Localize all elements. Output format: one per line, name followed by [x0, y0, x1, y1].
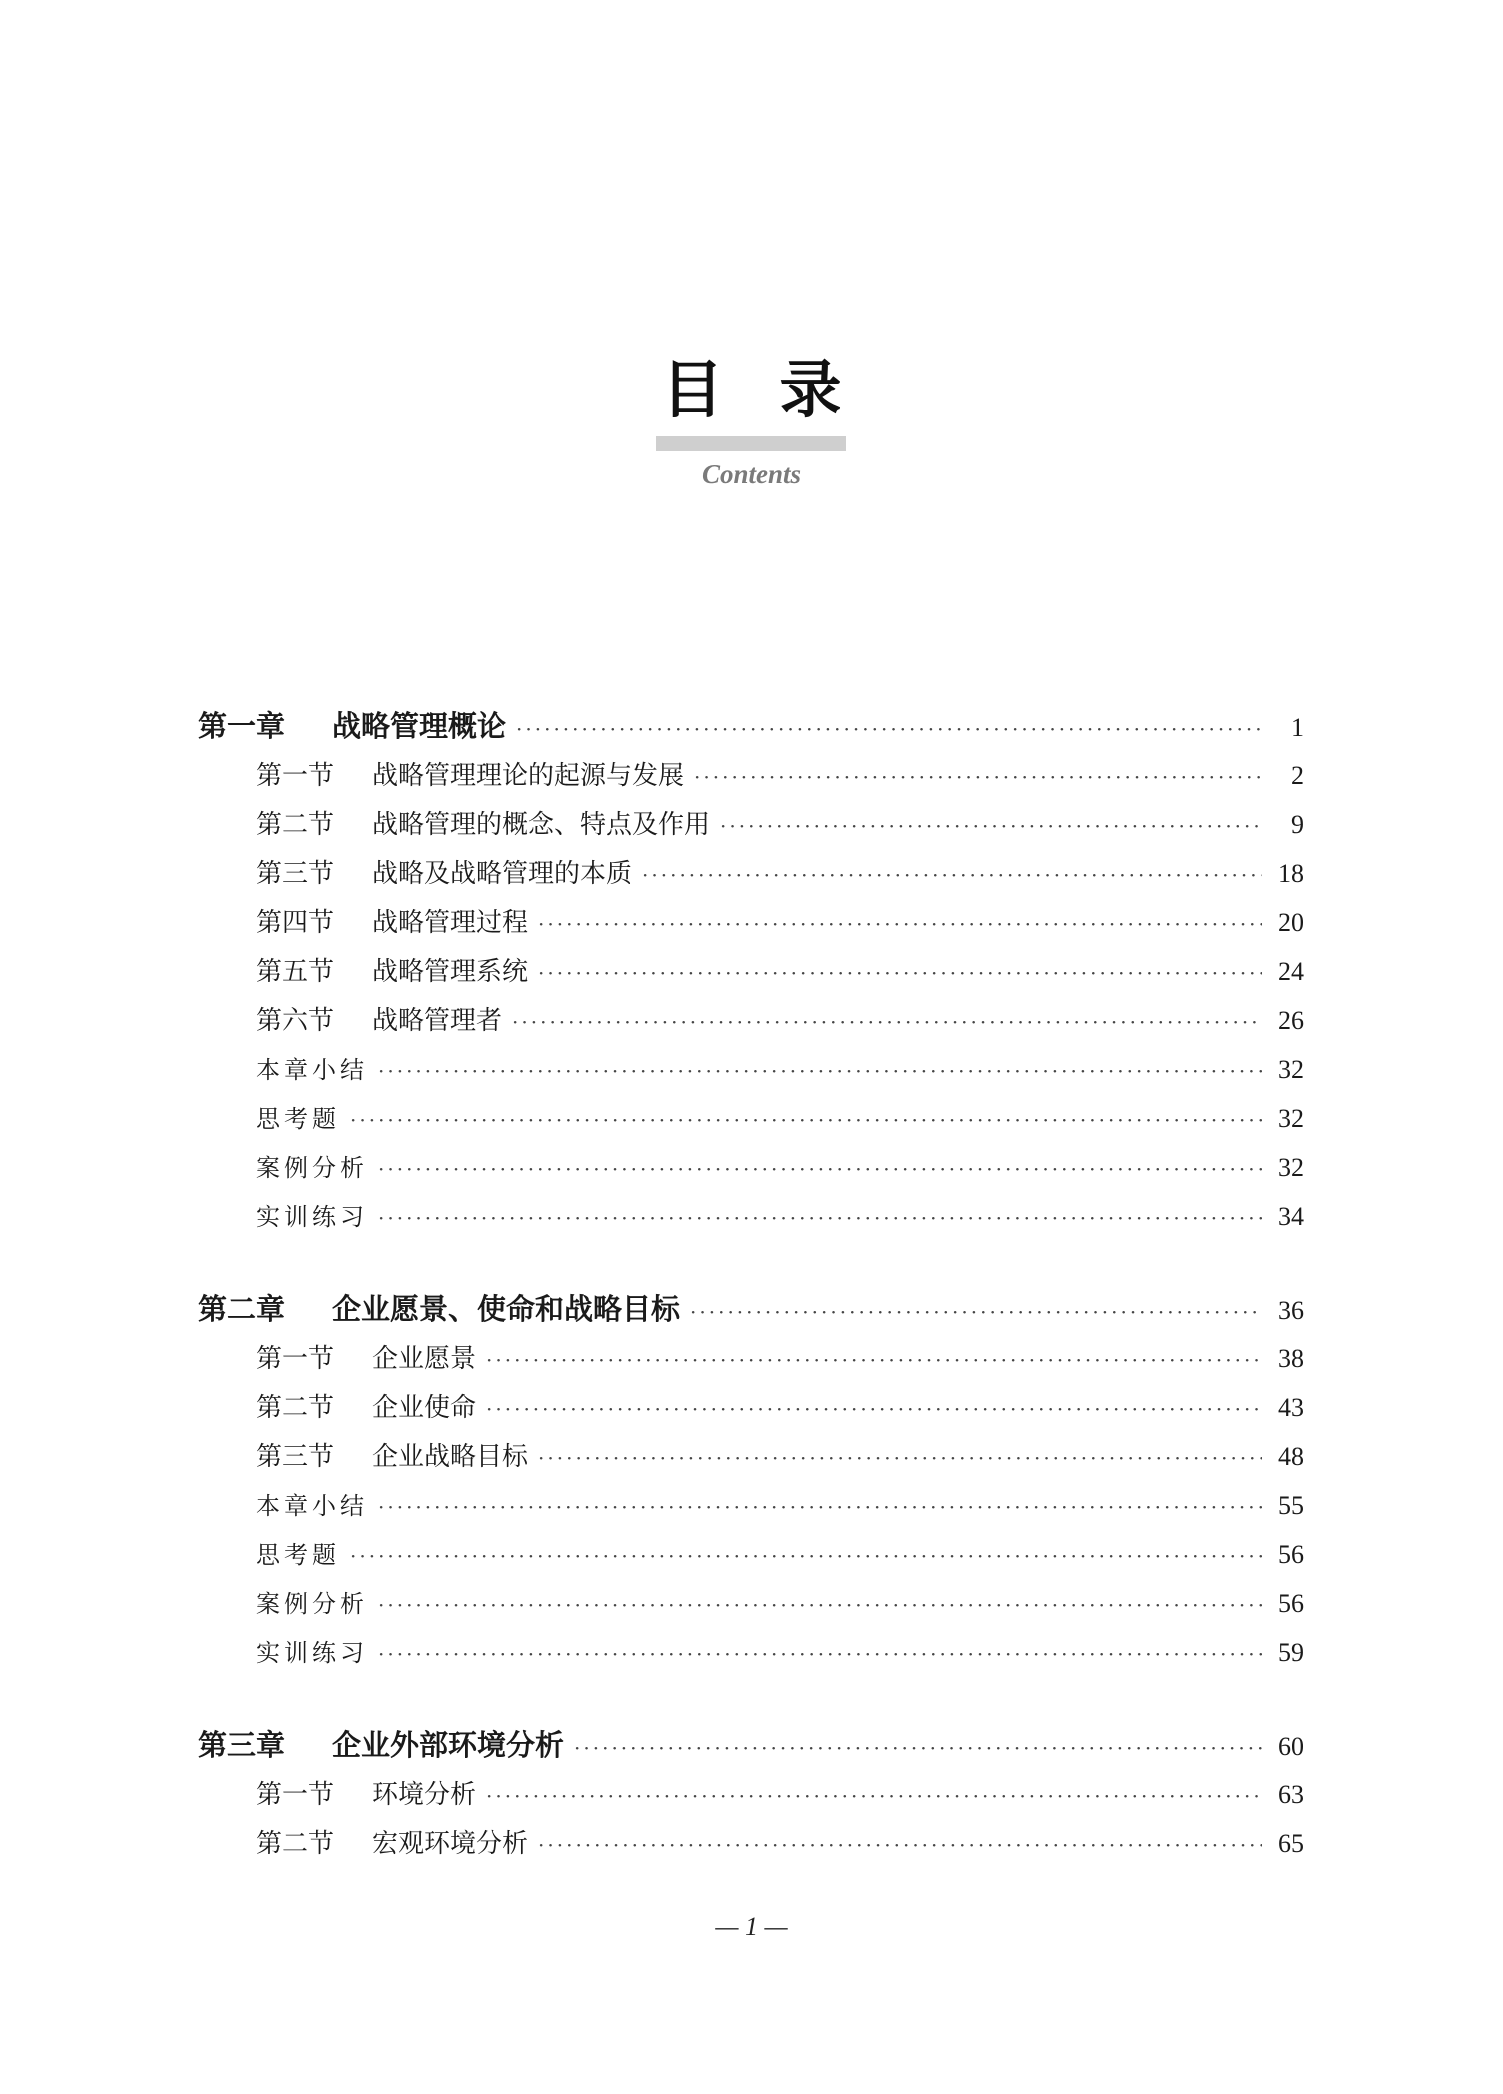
chapter-number: 第一章	[198, 709, 286, 743]
toc-extra[interactable]	[198, 1143, 1304, 1192]
page-number: 24	[1278, 957, 1304, 986]
extra-title: 案例分析	[256, 1154, 368, 1182]
page-number: 60	[1278, 1732, 1304, 1761]
page-number: 32	[1278, 1104, 1304, 1133]
section-title: 战略及战略管理的本质	[372, 859, 633, 889]
page-number: 26	[1278, 1006, 1304, 1035]
section-title: 宏观环境分析	[372, 1829, 529, 1859]
toc-chapter-1[interactable]	[198, 702, 1304, 751]
page-number: 34	[1278, 1202, 1304, 1231]
dot-leader	[538, 949, 1262, 998]
toc-section[interactable]	[198, 849, 1304, 898]
section-title: 企业愿景	[372, 1344, 477, 1374]
page-number: 36	[1278, 1296, 1304, 1325]
section-number: 第一节	[256, 1344, 335, 1374]
dot-leader	[486, 1336, 1262, 1385]
page-number: 32	[1278, 1153, 1304, 1182]
toc-section[interactable]	[198, 996, 1304, 1045]
section-number: 第一节	[256, 1780, 335, 1810]
toc-extra[interactable]	[198, 1094, 1304, 1143]
section-title: 企业战略目标	[372, 1442, 529, 1472]
dot-leader	[378, 1145, 1262, 1194]
page-number: 56	[1278, 1540, 1304, 1569]
toc-section[interactable]	[198, 1432, 1304, 1481]
dot-leader	[350, 1096, 1262, 1145]
section-number: 第六节	[256, 1006, 335, 1036]
toc-chapter-3[interactable]	[198, 1721, 1304, 1770]
page-number: 20	[1278, 908, 1304, 937]
toc-section[interactable]	[198, 1819, 1304, 1868]
section-number: 第三节	[256, 1442, 335, 1472]
dot-leader	[350, 1532, 1262, 1581]
dot-leader	[538, 1434, 1262, 1483]
extra-title: 思考题	[256, 1541, 340, 1569]
page-number: 18	[1278, 859, 1304, 888]
chapter-number: 第二章	[198, 1292, 286, 1326]
toc-section[interactable]	[198, 947, 1304, 996]
section-title: 战略管理理论的起源与发展	[372, 761, 685, 791]
chapter-title: 战略管理概论	[332, 709, 507, 743]
section-number: 第二节	[256, 1829, 335, 1859]
dot-leader	[538, 1821, 1262, 1870]
page-number: 43	[1278, 1393, 1304, 1422]
toc-extra[interactable]	[198, 1628, 1304, 1677]
dot-leader	[378, 1483, 1262, 1532]
chapter-title: 企业外部环境分析	[332, 1728, 565, 1762]
toc-extra[interactable]	[198, 1045, 1304, 1094]
title-underline-bar	[656, 436, 846, 451]
page-number: 38	[1278, 1344, 1304, 1373]
dot-leader	[486, 1772, 1262, 1821]
section-number: 第四节	[256, 908, 335, 938]
section-number: 第二节	[256, 810, 335, 840]
extra-title: 实训练习	[256, 1203, 368, 1231]
chapter-title: 企业愿景、使命和战略目标	[332, 1292, 681, 1326]
page-number: 9	[1291, 810, 1304, 839]
toc-extra[interactable]	[198, 1530, 1304, 1579]
section-title: 战略管理的概念、特点及作用	[372, 810, 711, 840]
table-of-contents	[198, 702, 1304, 1868]
page-subtitle: Contents	[701, 459, 802, 489]
dot-leader	[378, 1194, 1262, 1243]
section-title: 企业使命	[372, 1393, 477, 1423]
extra-title: 案例分析	[256, 1590, 368, 1618]
toc-extra[interactable]	[198, 1579, 1304, 1628]
section-title: 环境分析	[372, 1780, 477, 1810]
page-number: 2	[1291, 761, 1304, 790]
toc-section[interactable]	[198, 898, 1304, 947]
section-number: 第三节	[256, 859, 335, 889]
page-number: 65	[1278, 1829, 1304, 1858]
page-number: 55	[1278, 1491, 1304, 1520]
chapter-number: 第三章	[198, 1728, 286, 1762]
page-number: 63	[1278, 1780, 1304, 1809]
extra-title: 本章小结	[256, 1056, 368, 1084]
page-number: 59	[1278, 1638, 1304, 1667]
dot-leader	[694, 753, 1262, 802]
page-number: 56	[1278, 1589, 1304, 1618]
extra-title: 实训练习	[256, 1639, 368, 1667]
dot-leader	[378, 1047, 1262, 1096]
section-number: 第二节	[256, 1393, 335, 1423]
extra-title: 思考题	[256, 1105, 340, 1133]
section-title: 战略管理系统	[372, 957, 529, 987]
section-title: 战略管理者	[372, 1006, 503, 1036]
toc-extra[interactable]	[198, 1481, 1304, 1530]
page-number: 32	[1278, 1055, 1304, 1084]
toc-section[interactable]	[198, 1770, 1304, 1819]
page-footer-number: — 1 —	[715, 1912, 788, 1941]
dot-leader	[516, 705, 1262, 754]
toc-section[interactable]	[198, 1334, 1304, 1383]
dot-leader	[378, 1581, 1262, 1630]
dot-leader	[538, 900, 1262, 949]
page-number: 48	[1278, 1442, 1304, 1471]
section-number: 第一节	[256, 761, 335, 791]
toc-chapter-2[interactable]	[198, 1285, 1304, 1334]
dot-leader	[378, 1630, 1262, 1679]
toc-section[interactable]	[198, 1383, 1304, 1432]
section-number: 第五节	[256, 957, 335, 987]
section-title: 战略管理过程	[372, 908, 529, 938]
toc-extra[interactable]	[198, 1192, 1304, 1241]
dot-leader	[512, 998, 1262, 1047]
dot-leader	[486, 1385, 1262, 1434]
dot-leader	[574, 1724, 1262, 1773]
page-number: 1	[1291, 713, 1304, 742]
extra-title: 本章小结	[256, 1492, 368, 1520]
dot-leader	[642, 851, 1262, 900]
dot-leader	[720, 802, 1262, 851]
page-title: 目录	[661, 353, 898, 426]
dot-leader	[690, 1288, 1262, 1337]
toc-section[interactable]	[198, 800, 1304, 849]
toc-section[interactable]	[198, 751, 1304, 800]
